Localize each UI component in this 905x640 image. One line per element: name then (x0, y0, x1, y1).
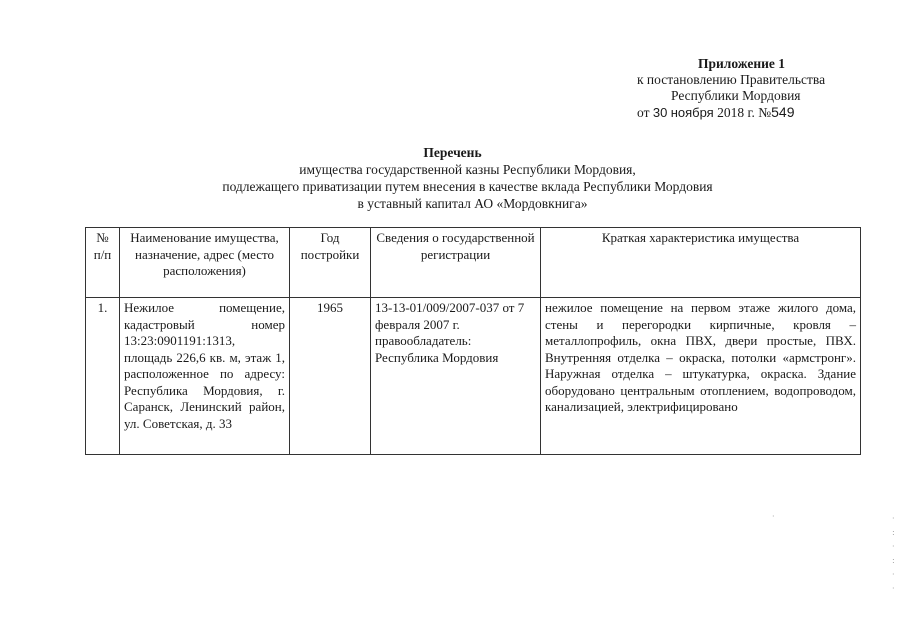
document-subtitle-3: в уставный капитал АО «Мордовкнига» (357, 196, 588, 211)
cell-num: 1. (86, 298, 120, 455)
annex-government-line: Республики Мордовия (671, 88, 801, 103)
document-subtitle-2: подлежащего приватизации путем внесения в качестве вклада Республики Мордовия (222, 179, 713, 194)
cell-registration: 13-13-01/009/2007-037 от 7 февраля 2007 г. правообладатель: Республика Мордовия (371, 298, 541, 455)
header-description: Краткая характеристика имущества (541, 228, 861, 298)
cell-name: Нежилое помещение, кадастровый номер 13:23:0901191:1313, площадь 226,6 кв. м, этаж 1, расположенное по адресу: Республика Мордовия, г. Саранск, Ленинский район, ул. Советская, д. 33 (120, 298, 290, 455)
document-heading: Перечень (423, 145, 482, 160)
header-registration: Сведения о государственной регистрации (371, 228, 541, 298)
annex-date-year: 2018 г. (717, 105, 755, 120)
table-row (86, 298, 861, 455)
property-table (85, 227, 861, 455)
table-header-row (86, 228, 861, 298)
annex-date-month: ноября (670, 105, 714, 120)
annex-decree-line: к постановлению Правительства (637, 72, 826, 87)
scan-speck: · (772, 512, 775, 521)
cell-description: нежилое помещение на первом этаже жилого дома, стены и перегородки кирпичные, кровля – металлопрофиль, окна ПВХ, двери простые, ПВХ. Внутренняя отделка – окраска, потолки «армстронг». Наружная отделка – штукатурка, окраска. Здание оборудовано центральным отоплением, водопроводом, канализацией, электрифицировано (541, 298, 861, 455)
header-name: Наименование имущества, назначение, адрес (место расположения) (120, 228, 290, 298)
document-title-block (0, 144, 905, 212)
annex-number: 549 (771, 104, 795, 120)
document-subtitle-1: имущества государственной казны Республики Мордовия, (299, 162, 636, 177)
annex-number-sign: № (758, 105, 772, 120)
annex-title: Приложение 1 (698, 56, 786, 71)
scan-margin-marks: · : · : · · (892, 514, 895, 593)
cell-year: 1965 (290, 298, 371, 455)
header-year: Год постройки (290, 228, 371, 298)
annex-from-word: от (637, 105, 650, 120)
annex-date-line (637, 104, 795, 121)
annex-date-day: 30 (652, 105, 668, 120)
header-num: № п/п (86, 228, 120, 298)
